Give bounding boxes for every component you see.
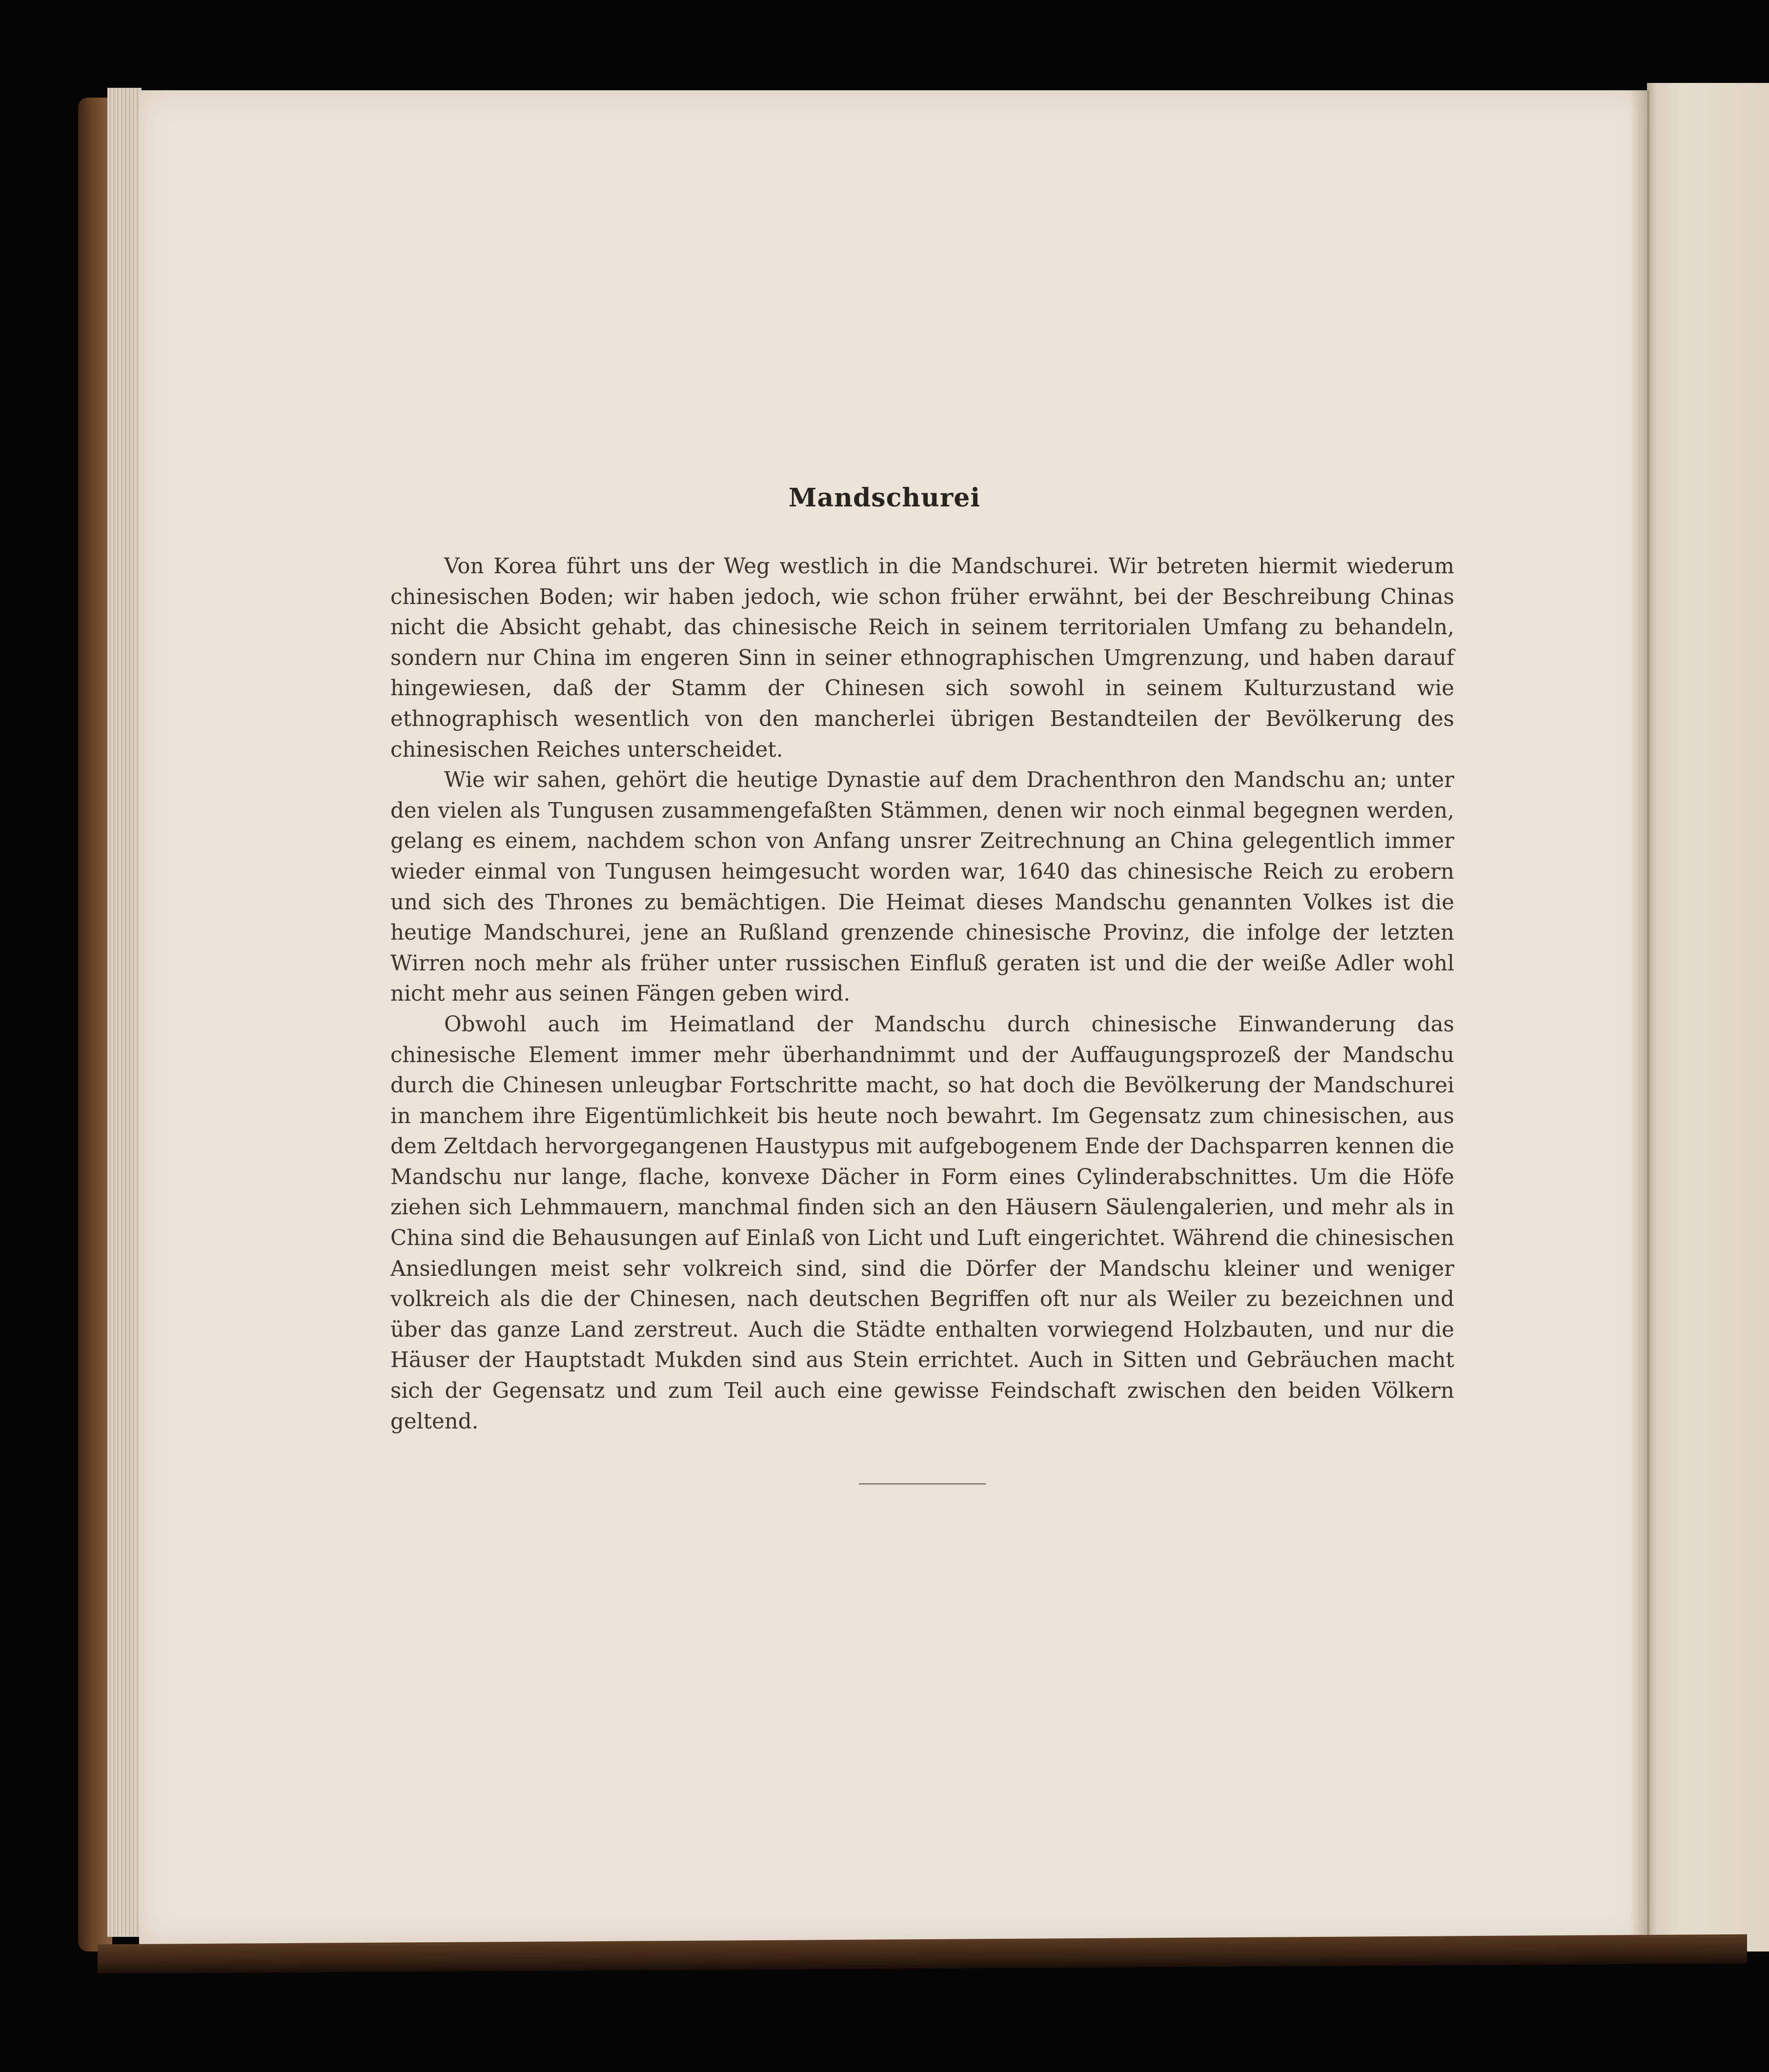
paragraph-1: Von Korea führt uns der Weg westlich in die Mandschurei. Wir betreten hiermit wiederum chinesischen Boden; wir haben jedoch, wie schon früher erwähnt, bei der Beschreibung Chinas nicht die Absicht gehabt, das chinesische Reich in seinem territorialen Umfang zu behandeln, sondern nur China im engeren Sinn in seiner ethnographischen Umgrenzung, und haben darauf hingewiesen, daß der Stamm der Chinesen sich sowohl in seinem Kulturzustand wie ethnographisch wesentlich von den mancherlei übrigen Bestandteilen der Bevölkerung des chinesischen Reiches unterscheidet.	[390, 554, 1454, 762]
page-edges-left	[107, 88, 142, 1937]
body-text	[390, 551, 1454, 1437]
page-title: Mandschurei	[788, 483, 981, 513]
paragraph-2: Wie wir sahen, gehört die heutige Dynastie auf dem Drachenthron den Mandschu an; unter den vielen als Tungusen zusammengefaßten Stämmen, denen wir noch einmal begegnen werden, gelang es einem, nachdem schon von Anfang unsrer Zeitrechnung an China gelegentlich immer wieder einmal von Tungusen heimgesucht worden war, 1640 das chinesische Reich zu erobern und sich des Thrones zu bemächtigen. Die Heimat dieses Mandschu genannten Volkes ist die heutige Mandschurei, jene an Rußland grenzende chinesische Provinz, die infolge der letzten Wirren noch mehr als früher unter russischen Einfluß geraten ist und die der weiße Adler wohl nicht mehr aus seinen Fängen geben wird.	[390, 768, 1454, 1006]
gutter-shadow	[1630, 90, 1649, 1944]
next-page-edge	[1647, 83, 1769, 1951]
paragraph-3: Obwohl auch im Heimatland der Mandschu durch chinesische Einwanderung das chinesische Element immer mehr überhandnimmt und der Auffaugungsprozeß der Mandschu durch die Chinesen unleugbar Fortschritte macht, so hat doch die Bevölkerung der Mandschurei in manchem ihre Eigentümlichkeit bis heute noch bewahrt. Im Gegensatz zum chinesischen, aus dem Zeltdach hervorgegangenen Haustypus mit aufgebogenem Ende der Dachsparren kennen die Mandschu nur lange, flache, konvexe Dächer in Form eines Cylinderabschnittes. Um die Höfe ziehen sich Lehmmauern, manchmal finden sich an den Häusern Säulengalerien, und mehr als in China sind die Behausungen auf Einlaß von Licht und Luft eingerichtet. Während die chinesischen Ansiedlungen meist sehr volkreich sind, sind die Dörfer der Mandschu kleiner und weniger volkreich als die der Chinesen, nach deutschen Begriffen oft nur als Weiler zu bezeichnen und über das ganze Land zerstreut. Auch die Städte enthalten vorwiegend Holzbauten, und nur die Häuser der Hauptstadt Mukden sind aus Stein errichtet. Auch in Sitten und Gebräuchen macht sich der Gegensatz und zum Teil auch eine gewisse Feindschaft zwischen den beiden Völkern geltend.	[390, 1012, 1454, 1434]
section-end-rule	[859, 1483, 986, 1485]
